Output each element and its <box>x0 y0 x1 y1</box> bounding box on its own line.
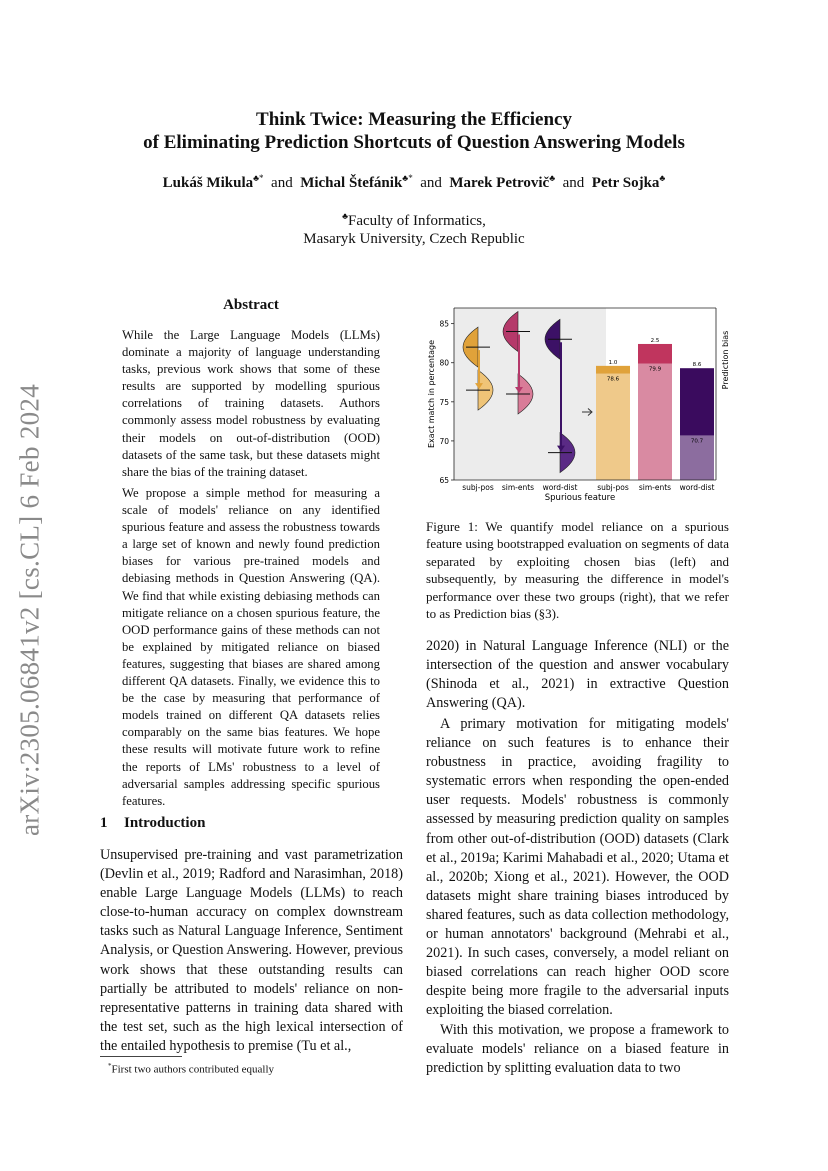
figure-caption: Figure 1: We quantify model reliance on a spurious feature using bootstrapped evaluation on segments of data separated by exploiting chosen bias (left) and subsequently, by measuring the difference in model's performance over these two groups (right), that we refer to as Prediction bias (§3). <box>426 519 729 622</box>
paper-title-line1: Think Twice: Measuring the Efficiency <box>256 109 572 130</box>
y-axis-label: Exact match in percentage <box>427 340 436 448</box>
affiliation-line1 <box>0 211 828 230</box>
author-separator: and <box>271 175 293 191</box>
affiliation-text: Faculty of Informatics, <box>348 213 486 229</box>
intro-right-paragraph-3: With this motivation, we propose a framework to evaluate models' reliance on a biased feature in prediction by splitting evaluation data to two <box>426 1022 729 1077</box>
arxiv-id: arXiv:2305.06841v2 [cs.CL] 6 Feb 2024 <box>14 383 45 837</box>
intro-right-paragraph-2: A primary motivation for mitigating models' reliance on such features is to enhance their robustness in practice, avoiding fragility to systematic errors when responding the open-ended user requests. Models' robustness is commonly assessed by measuring prediction quality on samples from other out-of-distribution (OOD) datasets (Clark et al., 2019a; Karimi Mahabadi et al., 2020; Utama et al., 2020b; Xiong et al., 2021). However, the OOD datasets might share training biases introduced by shared features, such as data collection methodology, or human annotators' background (Mehrabi et al., 2021). In such cases, conversely, a model reliant on biased correlations can reach higher OOD score despite being more fragile to the adversarial inputs exploiting the biased correlation. <box>426 716 729 1019</box>
bar-base <box>596 374 630 480</box>
section-number: 1 <box>100 815 108 831</box>
author-name: Lukáš Mikula <box>162 175 254 191</box>
y-tick-label: 75 <box>439 397 449 407</box>
footnote <box>108 1062 274 1076</box>
bar-bias-label: 1.0 <box>608 359 618 366</box>
author-name: Marek Petrovič <box>449 175 550 191</box>
y2-axis-label: Prediction bias <box>721 330 730 390</box>
x-tick-label: subj-pos <box>597 483 629 492</box>
affiliation-line2: Masaryk University, Czech Republic <box>303 231 525 247</box>
author-name: Petr Sojka <box>591 175 660 191</box>
footnote-text: First two authors contributed equally <box>111 1063 275 1076</box>
x-tick-label: word-dist <box>542 483 578 492</box>
bar-bias <box>596 366 630 374</box>
x-axis-label: Spurious feature <box>544 493 616 503</box>
abstract-heading: Abstract <box>223 297 279 313</box>
x-tick-label: sim-ents <box>638 483 672 492</box>
abstract-paragraph-2: We propose a simple method for measuring a scale of models' reliance on any identified spurious feature and assess the robustness towards a large set of known and newly found prediction biases for various pre-trained models and debiasing methods in Question Answering (QA). We find that while existing debiasing methods can mitigate reliance on a chosen spurious feature, the OOD performance gains of these methods can not be explained by mitigated reliance on biased features, suggesting that biases are shared among different QA datasets. Finally, we evidence this to be the case by measuring that performance of models trained on different QA datasets relies comparably on the same bias features. We hope these results will motivate future work to refine the reports of LMs' robustness to a level of adversarial samples addressing specific spurious features. <box>122 486 380 808</box>
bar-base-label: 79.9 <box>648 366 662 373</box>
bar-bias-label: 2.5 <box>650 337 660 344</box>
bar-base-label: 70.7 <box>690 438 704 445</box>
y-tick-label: 70 <box>439 436 449 446</box>
bar-bias-label: 8.6 <box>692 362 702 369</box>
intro-right-paragraph-1: 2020) in Natural Language Inference (NLI) or the intersection of the question and answer vocabulary (Shinoda et al., 2021) in extractive Question Answering (QA). <box>426 638 729 712</box>
author-mark: ♣* <box>253 173 264 183</box>
paper-title-line2: of Eliminating Prediction Shortcuts of Question Answering Models <box>143 132 685 153</box>
author-list <box>0 173 828 192</box>
footnote-mark: * <box>108 1062 112 1070</box>
author-separator: and <box>420 175 442 191</box>
y-tick-label: 85 <box>439 319 449 329</box>
author-mark: ♣ <box>549 173 556 183</box>
arxiv-stamp <box>0 370 60 850</box>
author-name: Michal Štefánik <box>300 175 403 191</box>
section-title: Introduction <box>124 815 206 831</box>
y-tick-label: 80 <box>439 358 449 368</box>
x-tick-label: word-dist <box>679 483 715 492</box>
bar-bias <box>680 368 714 435</box>
x-tick-label: sim-ents <box>501 483 535 492</box>
bar-base-label: 78.6 <box>606 376 620 383</box>
affiliation-mark: ♣ <box>342 211 348 221</box>
author-separator: and <box>562 175 585 191</box>
y-tick-label: 65 <box>439 476 449 485</box>
author-mark: ♣* <box>402 173 413 183</box>
section-heading-introduction <box>100 815 205 832</box>
x-tick-label: subj-pos <box>462 483 494 492</box>
author-mark: ♣ <box>659 173 666 183</box>
intro-left-text: Unsupervised pre-training and vast parametrization (Devlin et al., 2019; Radford and Narasimhan, 2018) enable Large Language Models (LLMs) to reach close-to-human accuracy on complex downstream tasks such as Natural Language Inference, Sentiment Analysis, or Question Answering. However, previous work shows that these outstanding results can partially be attributed to models' reliance on non-representative patterns in training data shared with the test set, such as the high lexical intersection of the entailed hypothesis to premise (Tu et al., <box>100 847 403 1054</box>
figure-1-chart <box>420 300 736 510</box>
bar-base <box>638 364 672 480</box>
bar-bias <box>638 344 672 364</box>
footnote-rule <box>100 1056 182 1057</box>
bar-group <box>596 338 714 492</box>
abstract-paragraph-1: While the Large Language Models (LLMs) dominate a majority of language understanding tasks, previous work shows that some of these results are supported by modelling spurious correlations of training datasets. Authors commonly assess model robustness by evaluating their models on out-of-distribution (OOD) datasets of the same task, but these datasets might share the bias of the training dataset. <box>122 328 380 479</box>
